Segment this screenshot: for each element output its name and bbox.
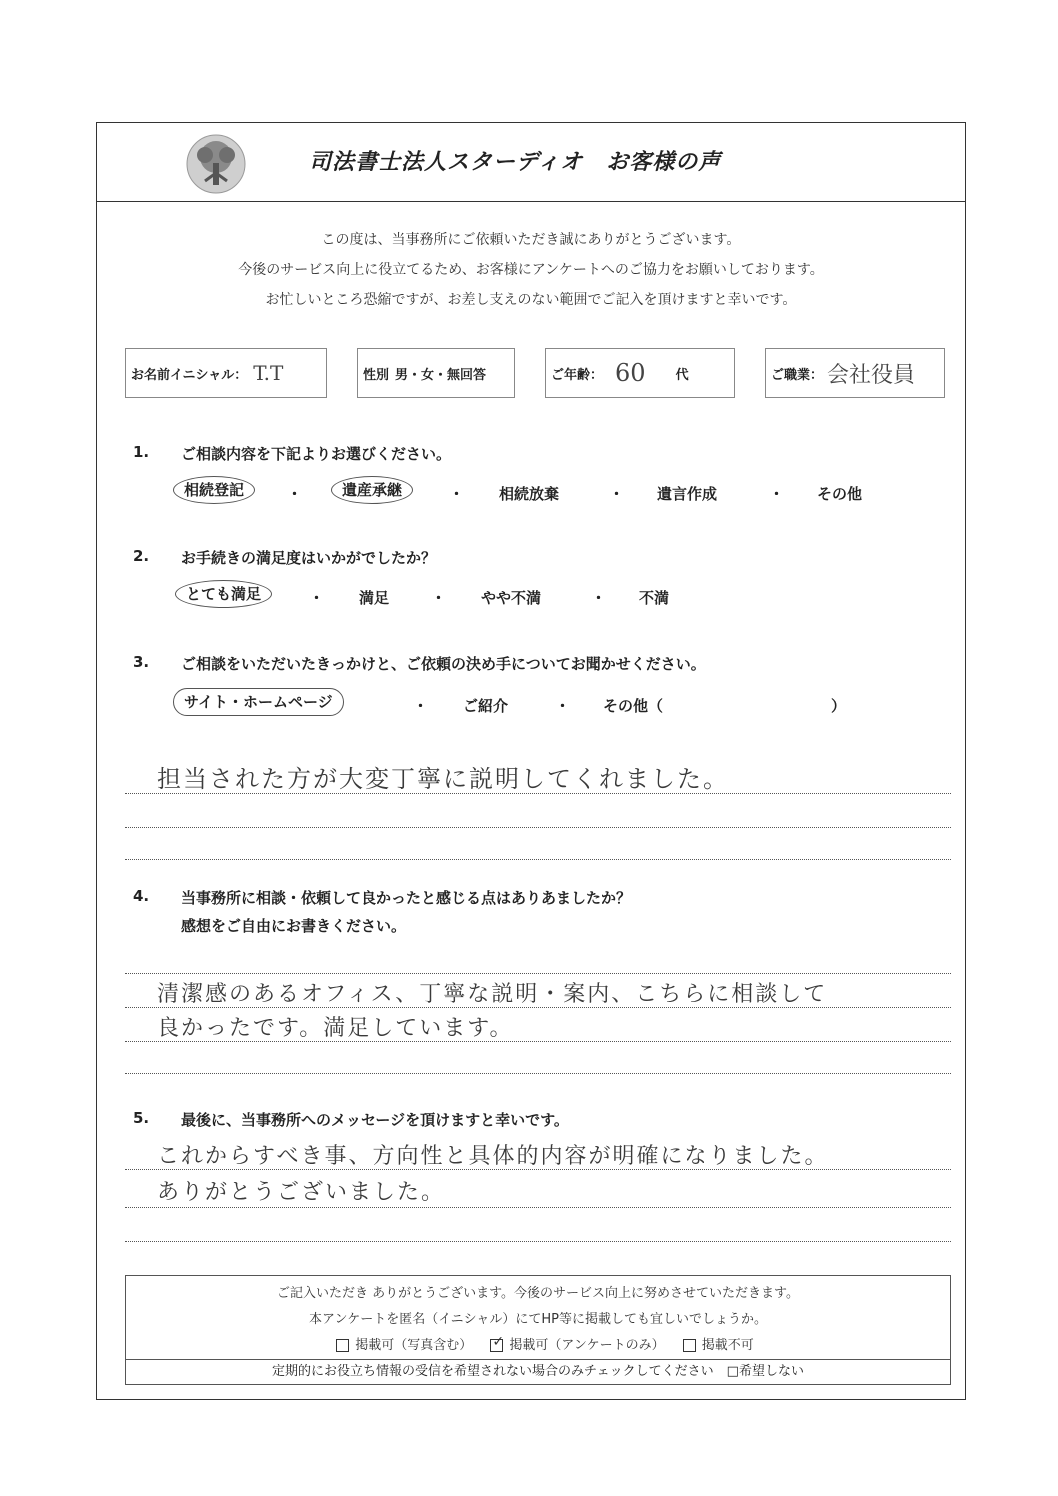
q4-text: 当事務所に相談・依頼して良かったと感じる点はありあましたか？ — [181, 889, 632, 907]
intro-line-1: この度は、当事務所にご依頼いただき誠にありがとうございます。 — [321, 232, 741, 248]
separator: ・ — [555, 697, 571, 715]
gender-label: 性別 — [363, 367, 390, 383]
separator: ・ — [309, 589, 325, 607]
consent-option-2: 掲載可（アンケートのみ） — [509, 1338, 665, 1353]
q4-answer-line-1: 清潔感のあるオフィス、丁寧な説明・案内、こちらに相談して — [157, 982, 828, 1007]
q2-option-3[interactable]: やや不満 — [481, 589, 542, 607]
answer-line — [125, 859, 951, 860]
newsletter-optout[interactable]: 定期的にお役立ち情報の受信を希望されない場合のみチェックしてください □希望しない — [126, 1359, 950, 1384]
separator: ・ — [413, 697, 429, 715]
separator: ・ — [769, 485, 785, 503]
q1-option-2[interactable] — [331, 479, 413, 500]
consent-options — [126, 1334, 950, 1353]
answer-line — [125, 1241, 951, 1242]
q2-number: 2. — [133, 547, 150, 565]
q5-answer-line-1: これからすべき事、方向性と具体的内容が明確になりました。 — [157, 1144, 829, 1169]
checkbox-no-publish[interactable] — [683, 1339, 696, 1352]
consent-box — [125, 1275, 951, 1385]
answer-line — [125, 973, 951, 974]
q3-answer-line-1: 担当された方が大変丁寧に説明してくれました。 — [157, 765, 729, 793]
separator: ・ — [287, 485, 303, 503]
q2-option-1-label: とても満足 — [175, 580, 272, 608]
separator: ・ — [591, 589, 607, 607]
age-field[interactable] — [545, 348, 735, 398]
age-unit: 代 — [675, 367, 689, 383]
header — [97, 123, 965, 202]
job-field[interactable] — [765, 348, 945, 398]
initial-field[interactable] — [125, 348, 327, 398]
q4-number: 4. — [133, 887, 150, 905]
answer-line — [125, 1169, 951, 1170]
tree-logo-icon — [185, 133, 247, 195]
separator: ・ — [431, 589, 447, 607]
q2-text: お手続きの満足度はいかがでしたか？ — [181, 549, 437, 567]
gender-options: 男・女・無回答 — [395, 367, 487, 383]
q2-option-4[interactable]: 不満 — [639, 589, 670, 607]
job-value: 会社役員 — [827, 362, 916, 388]
q2-option-1[interactable] — [175, 583, 272, 604]
q1-option-4[interactable]: 遺言作成 — [657, 485, 718, 503]
initial-label: お名前イニシャル： — [131, 367, 248, 383]
separator: ・ — [449, 485, 465, 503]
check-mark-icon: ✓ — [492, 1334, 505, 1350]
q3-option-2[interactable]: ご紹介 — [463, 697, 509, 715]
q3-option-1-label: サイト・ホームページ — [173, 688, 344, 716]
q1-option-5[interactable]: その他 — [817, 485, 863, 503]
answer-line — [125, 827, 951, 828]
q1-number: 1. — [133, 443, 150, 461]
consent-question: 本アンケートを匿名（イニシャル）にてHP等に掲載しても宜しいでしょうか。 — [308, 1312, 768, 1327]
gender-field[interactable] — [357, 348, 515, 398]
q3-option-3[interactable]: その他（ — [603, 697, 664, 715]
initial-value: T.T — [253, 361, 284, 385]
q1-text: ご相談内容を下記よりお選びください。 — [181, 445, 452, 463]
job-label: ご職業： — [771, 367, 824, 383]
q5-text: 最後に、当事務所へのメッセージを頂けますと幸いです。 — [181, 1111, 569, 1129]
age-label: ご年齢： — [551, 367, 604, 383]
q1-option-3[interactable]: 相続放棄 — [499, 485, 560, 503]
q1-option-1-label: 相続登記 — [173, 476, 255, 504]
intro-line-3: お忙しいところ恐縮ですが、お差し支えのない範囲でご記入を頂けますと幸いです。 — [265, 292, 797, 308]
page-title: 司法書士法人スターディオ お客様の声 — [309, 150, 722, 175]
answer-line — [125, 1073, 951, 1074]
q3-text: ご相談をいただいたきっかけと、ご依頼の決め手についてお聞かせください。 — [181, 655, 706, 673]
q5-answer-line-2: ありがとうございました。 — [157, 1180, 446, 1205]
checkbox-survey-only[interactable] — [490, 1334, 505, 1352]
answer-line — [125, 1007, 951, 1008]
survey-sheet — [96, 122, 966, 1400]
intro-line-2: 今後のサービス向上に役立てるため、お客様にアンケートへのご協力をお願いしております。 — [238, 262, 824, 278]
q1-option-2-label: 遺産承継 — [331, 476, 413, 504]
q3-option-1[interactable] — [173, 691, 344, 712]
q4-text-2: 感想をご自由にお書きください。 — [181, 917, 407, 935]
q3-option-close: ） — [831, 697, 847, 715]
answer-line — [125, 793, 951, 794]
consent-option-1: 掲載可（写真含む） — [355, 1338, 473, 1353]
q1-option-1[interactable] — [173, 479, 255, 500]
checkbox-photo[interactable] — [336, 1339, 349, 1352]
q2-option-2[interactable]: 満足 — [359, 589, 390, 607]
q5-number: 5. — [133, 1109, 150, 1127]
separator: ・ — [609, 485, 625, 503]
q4-answer-line-2: 良かったです。満足しています。 — [157, 1016, 514, 1041]
consent-option-3: 掲載不可 — [701, 1338, 754, 1353]
answer-line — [125, 1041, 951, 1042]
age-value: 60 — [615, 359, 646, 387]
answer-line — [125, 1207, 951, 1208]
q3-number: 3. — [133, 653, 150, 671]
consent-thanks: ご記入いただき ありがとうございます。今後のサービス向上に努めさせていただきます。 — [276, 1286, 800, 1301]
